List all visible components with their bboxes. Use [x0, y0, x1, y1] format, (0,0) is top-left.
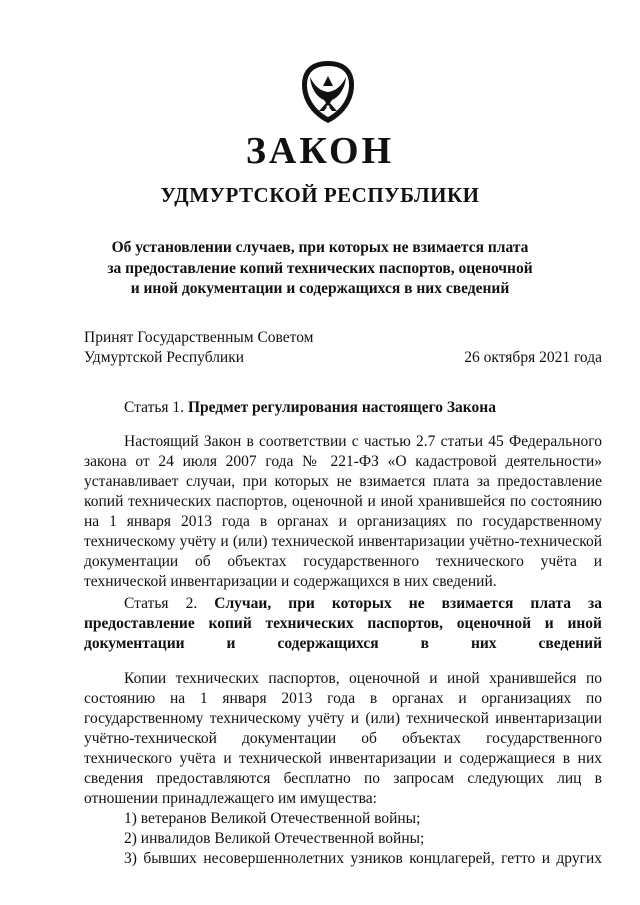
- document-type-title: ЗАКОН: [245, 130, 395, 172]
- article-heading-text: Случаи, при которых не взимается плата за предоставление копий технических паспортов, оценочной и иной документации и содержащихся в них сведений: [84, 595, 602, 652]
- article-label: Статья 2.: [124, 595, 198, 612]
- article-1: [84, 398, 602, 592]
- list-item: 2) инвалидов Великой Отечественной войны;: [124, 830, 425, 847]
- article-paragraph: Копии технических паспортов, оценочной и иной хранившейся по состоянию на 1 января 2013 года в органах и организациях по государственному техническому учёту и (или) технической инвентаризации учётно-технической документации об объектах государственного технического учёта и технической инвентаризации и содержащиеся в них сведения предоставляются бесплатно по запросам следующих лиц в отношении принадлежащего им имущества:: [84, 670, 602, 807]
- issuer-title: УДМУРТСКОЙ РЕСПУБЛИКИ: [160, 183, 480, 207]
- article-heading-text: Предмет регулирования настоящего Закона: [187, 399, 496, 416]
- article-label: Статья 1.: [124, 399, 185, 416]
- adoption-date: 26 октября 2021 года: [464, 349, 602, 366]
- law-title-line: и иной документации и содержащихся в них сведений: [130, 280, 510, 297]
- list-item: 1) ветеранов Великой Отечественной войны;: [124, 810, 421, 827]
- adoption-line: Удмуртской Республики: [84, 349, 245, 366]
- law-title-line: за предоставление копий технических паспортов, оценочной: [107, 259, 533, 277]
- article-heading: [84, 594, 602, 654]
- law-title: [0, 238, 640, 300]
- adoption-block: [84, 328, 602, 368]
- article-heading: [84, 398, 602, 418]
- list-item: 3) бывших несовершеннолетних узников концлагерей, гетто и других: [124, 850, 602, 867]
- article-paragraph: Настоящий Закон в соответствии с частью 2.7 статьи 45 Федерального закона от 24 июля 2007 года № 221-ФЗ «О кадастровой деятельности» устанавливает случаи, при которых не взимается плата за предоставление копий технических паспортов, оценочной и иной хранившейся по состоянию на 1 января 2013 года в органах и организациях по государственному техническому учёту и (или) технической инвентаризации учётно-технической документации об объектах государственного технического учёта и технической инвентаризации и содержащихся в них сведений.: [84, 433, 602, 590]
- law-title-line: Об установлении случаев, при которых не взимается плата: [111, 239, 529, 256]
- udmurt-coat-of-arms-icon: [299, 59, 357, 125]
- article-2: [84, 594, 602, 869]
- adoption-line: Принят Государственным Советом: [84, 329, 314, 346]
